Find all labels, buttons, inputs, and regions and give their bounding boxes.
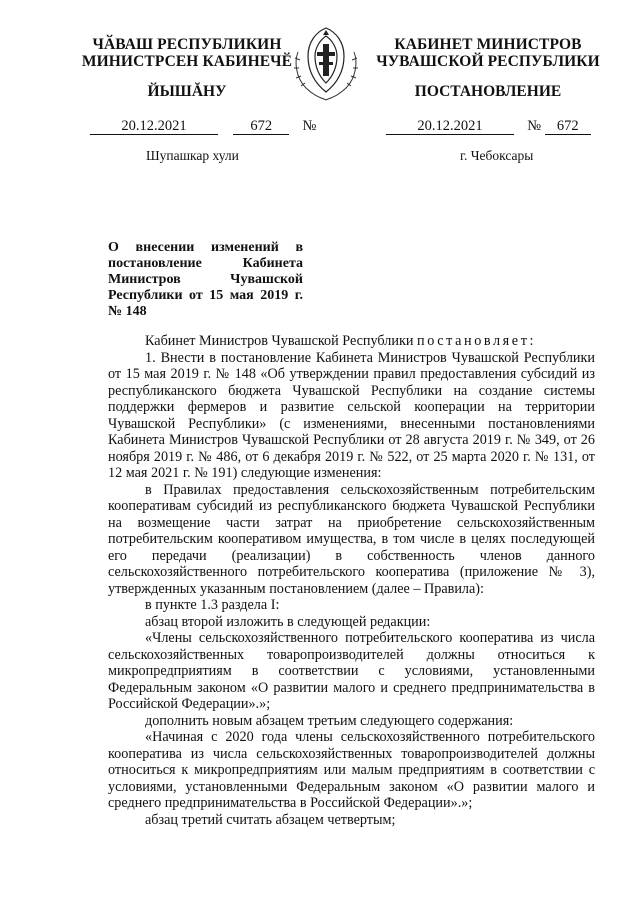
right-doc-type: ПОСТАНОВЛЕНИЕ	[414, 83, 562, 100]
header-right	[368, 36, 608, 101]
right-number-sign: №	[527, 118, 542, 134]
intro-lead: Кабинет Министров Чувашской Республики	[145, 333, 414, 349]
intro-paragraph	[108, 333, 595, 350]
left-date: 20.12.2021	[90, 119, 218, 135]
document-body	[108, 333, 595, 828]
intro-verb: постановляет:	[417, 333, 537, 349]
left-org-line2: МИНИСТРСЕН КАБИНЕЧӖ	[81, 53, 293, 70]
body-paragraph: в пункте 1.3 раздела I:	[145, 597, 280, 613]
left-number: 672	[233, 119, 289, 135]
right-date-number-line	[386, 118, 591, 135]
right-org-line2: ЧУВАШСКОЙ РЕСПУБЛИКИ	[376, 53, 600, 70]
right-date: 20.12.2021	[386, 119, 514, 135]
right-org-line1: КАБИНЕТ МИНИСТРОВ	[394, 36, 582, 53]
body-paragraph: абзац второй изложить в следующей редакции:	[145, 613, 431, 630]
body-paragraph: 1. Внести в постановление Кабинета Министров Чувашской Республики от 15 мая 2019 г. № 148 «Об утверждении правил предоставления субсидий из республиканского бюджета Чувашской Республики на создание системы поддержки фермеров и развитие сельской кооперации на территории Чувашской Республики» (с изменениями, внесенными постановлениями Кабинета Министров Чувашской Республики от 28 августа 2019 г. № 349, от 26 ноября 2019 г. № 486, от 6 декабря 2019 г. № 522, от 25 марта 2020 г. № 131, от 12 мая 2021 г. № 191) следующие изменения:	[108, 349, 595, 481]
left-place: Шупашкар хули	[146, 148, 239, 163]
body-paragraph: «Члены сельскохозяйственного потребительского кооператива из числа сельскохозяйственных товаропроизводителей должны относиться к микропредприятиям в соответствии с условиями, установленными Федеральным законом «О развитии малого и среднего предпринимательства в Российской Федерации».»;	[108, 630, 595, 712]
left-doc-type: ЙЫШĂНУ	[147, 83, 227, 100]
body-paragraph: абзац третий считать абзацем четвертым;	[145, 811, 396, 828]
left-date-number-line	[90, 118, 316, 135]
body-paragraph: в Правилах предоставления сельскохозяйственным потребительским кооперативам субсидий из республиканского бюджета Чувашской Республики на возмещение части затрат на приобретение сельскохозяйственным потребительским кооперативом имущества, в том числе в целях последующей его передачи (реализации) в собственность членов данного сельскохозяйственного потребительского кооператива (приложение № 3), утвержденных указанным постановлением (далее – Правила):	[108, 481, 595, 597]
header-left	[72, 36, 302, 101]
body-paragraph: «Начиная с 2020 года члены сельскохозяйственного потребительского кооператива из числа сельскохозяйственных товаропроизводителей должны относиться к микропредприятиям или малым предприятиям в соответствии с условиями, установленными Федеральным законом «О развитии малого и среднего предпринимательства в Российской Федерации».»;	[108, 729, 595, 811]
coat-of-arms-emblem	[290, 22, 362, 104]
left-org-line1: ЧӐВАШ РЕСПУБЛИКИН	[92, 36, 282, 53]
left-number-sign: №	[302, 118, 317, 134]
right-place: г. Чебоксары	[460, 148, 534, 163]
document-subject: О внесении изменений в постановление Кабинета Министров Чувашской Республики от 15 мая 2019 г. № 148	[108, 240, 303, 319]
body-paragraph: дополнить новым абзацем третьим следующего содержания:	[145, 712, 514, 729]
right-number: 672	[545, 119, 591, 135]
